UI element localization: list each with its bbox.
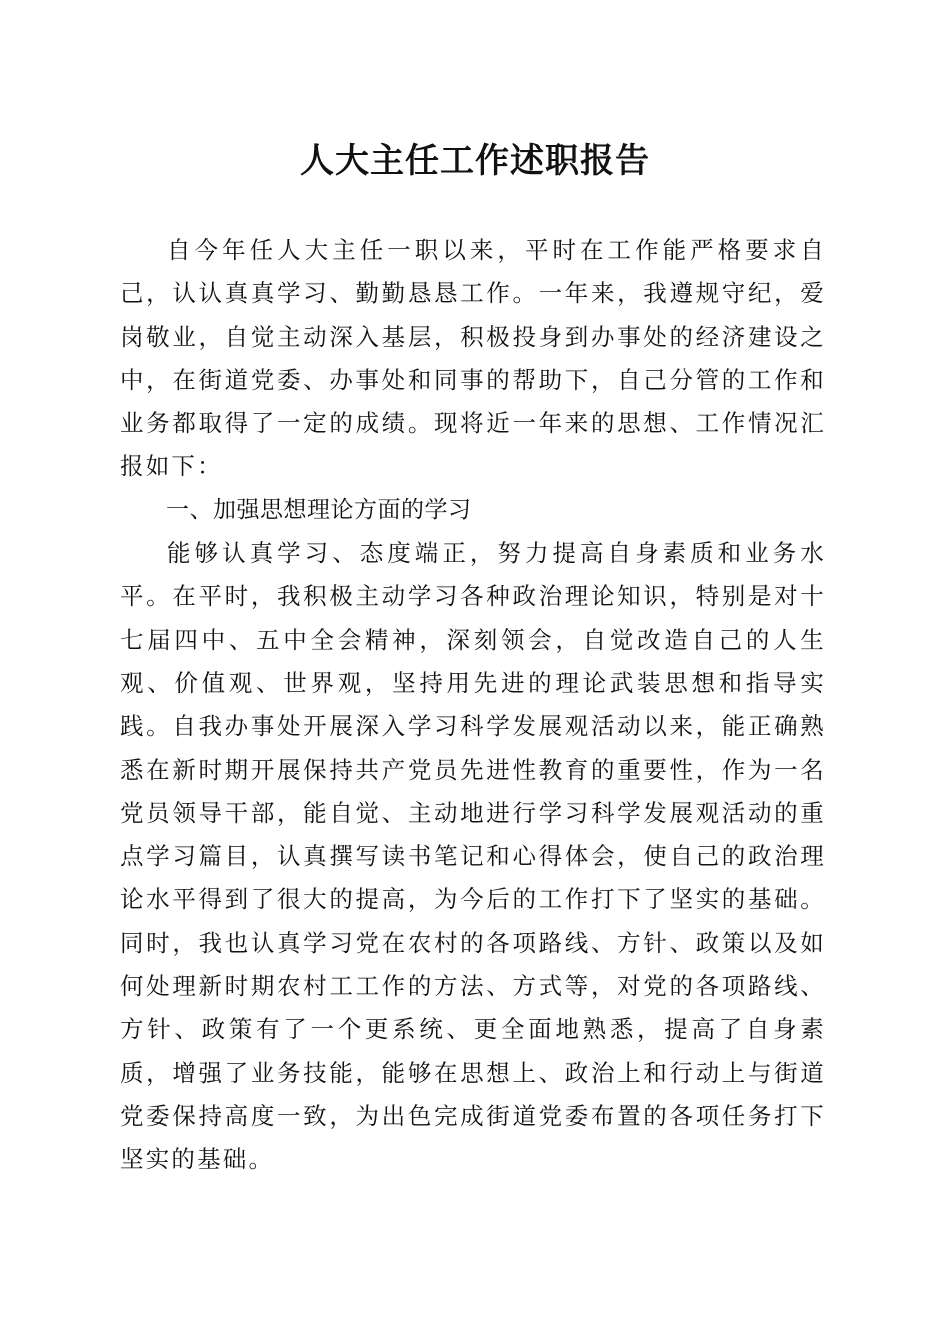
- section-heading: 一、加强思想理论方面的学习: [166, 496, 472, 523]
- document-title: 人大主任工作述职报告: [300, 141, 650, 181]
- section-paragraph: 能够认真学习、态度端正，努力提高自身素质和业务水平。在平时，我积极主动学习各种政治理论知识，特别是对十七届四中、五中全会精神，深刻领会，自觉改造自己的人生观、价值观、世界观，坚持用先进的理论武装思想和指导实践。自我办事处开展深入学习科学发展观活动以来，能正确熟悉在新时期开展保持共产党员先进性教育的重要性，作为一名党员领导干部，能自觉、主动地进行学习科学发展观活动的重点学习篇目，认真撰写读书笔记和心得体会，使自己的政治理论水平得到了很大的提高，为今后的工作打下了坚实的基础。同时，我也认真学习党在农村的各项路线、方针、政策以及如何处理新时期农村工工作的方法、方式等，对党的各项路线、方针、政策有了一个更系统、更全面地熟悉，提高了自身素质，增强了业务技能，能够在思想上、政治上和行动上与街道党委保持高度一致，为出色完成街道党委布置的各项任务打下坚实的基础。: [120, 539, 826, 1174]
- document-body: [120, 229, 826, 1182]
- intro-paragraph: 自今年任人大主任一职以来，平时在工作能严格要求自己，认认真真学习、勤勤恳恳工作。一年来，我遵规守纪，爱岗敬业，自觉主动深入基层，积极投身到办事处的经济建设之中，在街道党委、办事处和同事的帮助下，自己分管的工作和业务都取得了一定的成绩。现将近一年来的思想、工作情况汇报如下：: [120, 236, 826, 481]
